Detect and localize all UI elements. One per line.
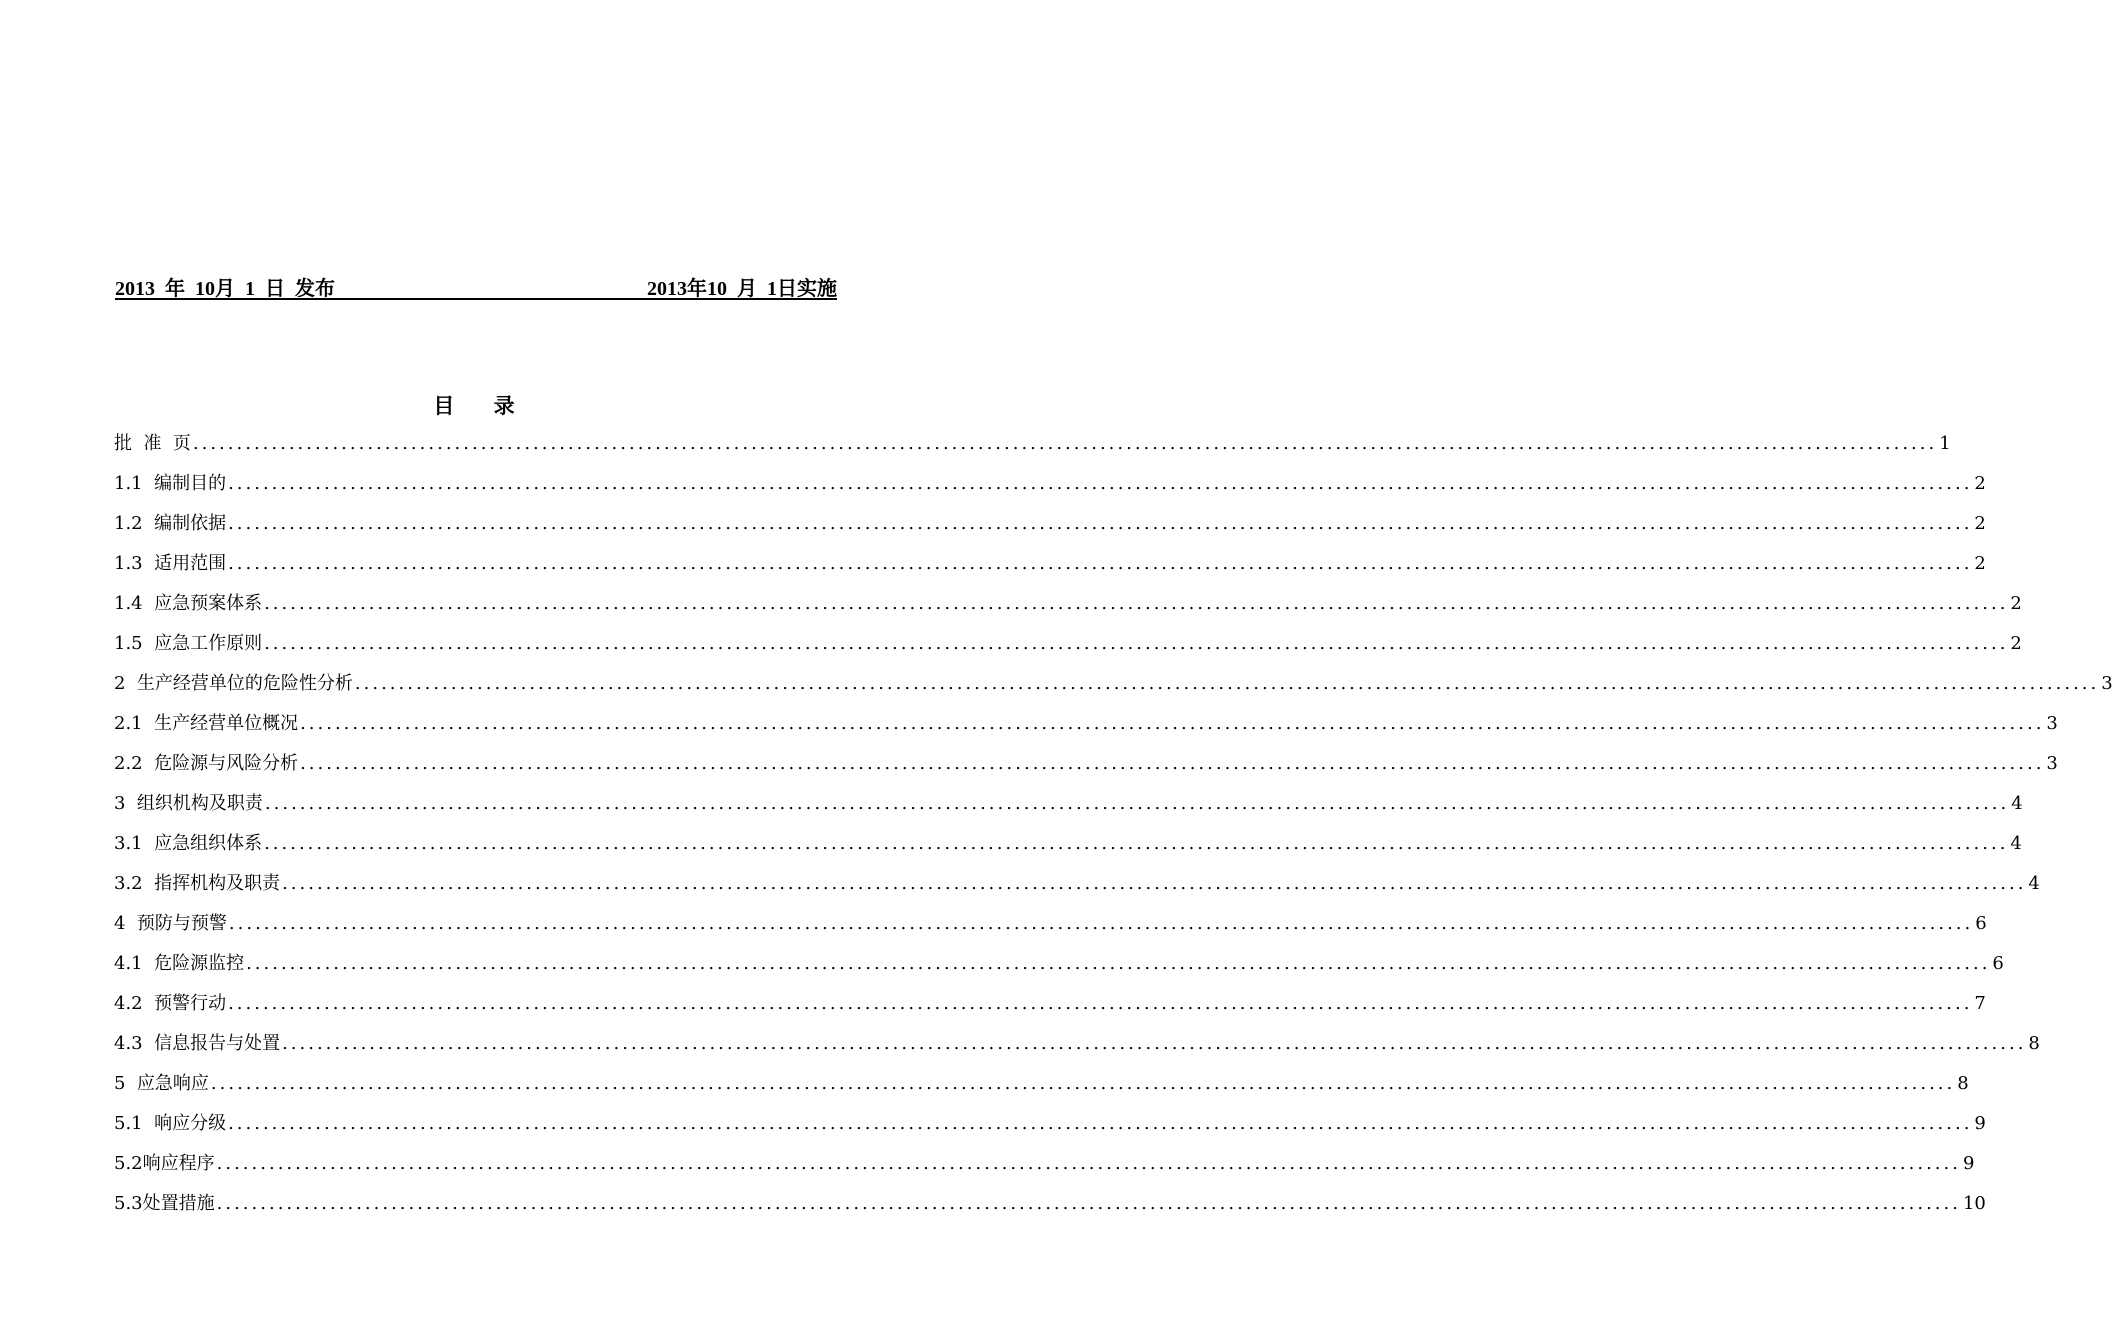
toc-entry-page: 2 [1974, 553, 1986, 574]
toc-entry[interactable] [114, 910, 1987, 950]
toc-dot-leader: ........................................................................................................................................................................................................ [264, 793, 2010, 814]
toc-entry-page: 9 [1962, 1153, 1975, 1174]
toc-entry-page: 4 [2010, 833, 2022, 854]
toc-entry-page: 10 [1962, 1193, 1986, 1214]
toc-entry-page: 2 [2010, 593, 2022, 614]
toc-entry[interactable] [114, 750, 2058, 790]
toc-entry-page: 9 [1974, 1113, 1986, 1134]
toc-dot-leader: ........................................................................................................................................................................................................ [246, 953, 1991, 974]
toc-dot-leader: ........................................................................................................................................................................................................ [216, 1193, 1961, 1214]
toc-entry-page: 3 [2046, 753, 2058, 774]
toc-entry-page: 8 [2028, 1033, 2040, 1054]
toc-entry[interactable] [114, 550, 1986, 590]
toc-entry-page: 1 [1939, 433, 1951, 454]
toc-dot-leader: ........................................................................................................................................................................................................ [228, 1113, 1973, 1134]
toc-entry-page: 8 [1957, 1073, 1969, 1094]
toc-entry[interactable] [114, 830, 2022, 870]
toc-entry[interactable] [114, 510, 1986, 550]
toc-dot-leader: ........................................................................................................................................................................................................ [282, 1033, 2027, 1054]
toc-entry[interactable] [114, 1030, 2040, 1070]
publish-date: 2013 年 10月 1 日 发布 [115, 278, 335, 300]
toc-dot-leader: ........................................................................................................................................................................................................ [282, 873, 2027, 894]
toc-entry[interactable] [114, 950, 2004, 990]
toc-entry-label: 2.2 危险源与风险分析 [114, 753, 299, 774]
toc-entry[interactable] [114, 470, 1986, 510]
toc-entry-label: 5.2响应程序 [114, 1153, 215, 1174]
toc-dot-leader: ........................................................................................................................................................................................................ [228, 473, 1973, 494]
toc-dot-leader: ........................................................................................................................................................................................................ [264, 593, 2009, 614]
toc-entry-label: 1.5 应急工作原则 [114, 633, 263, 654]
toc-entry[interactable] [114, 1110, 1986, 1150]
toc-entry[interactable] [114, 430, 1951, 470]
toc-entry-page: 2 [1974, 513, 1986, 534]
toc-entry-label: 5.1 响应分级 [114, 1113, 227, 1134]
toc-entry[interactable] [114, 990, 1986, 1030]
toc-entry[interactable] [114, 630, 2022, 670]
toc-entry-label: 3 组织机构及职责 [114, 793, 263, 814]
toc-dot-leader: ........................................................................................................................................................................................................ [264, 633, 2009, 654]
toc-title: 目 录 [433, 393, 517, 418]
toc-entry[interactable] [114, 1190, 1986, 1230]
toc-dot-leader: ........................................................................................................................................................................................................ [210, 1073, 1956, 1094]
toc-entry-label: 1.3 适用范围 [114, 553, 227, 574]
toc-entry-page: 7 [1974, 993, 1986, 1014]
toc-dot-leader: ........................................................................................................................................................................................................ [228, 913, 1974, 934]
toc-entry[interactable] [114, 1150, 1975, 1190]
toc-entry-label: 批 准 页 [114, 433, 191, 454]
toc-dot-leader: ........................................................................................................................................................................................................ [216, 1153, 1961, 1174]
toc-dot-leader: ........................................................................................................................................................................................................ [264, 833, 2009, 854]
toc-entry[interactable] [114, 870, 2040, 910]
toc-entry-label: 1.4 应急预案体系 [114, 593, 263, 614]
toc-entry[interactable] [114, 1070, 1969, 1110]
toc-entry-label: 1.2 编制依据 [114, 513, 227, 534]
toc-entry-page: 6 [1975, 913, 1987, 934]
toc-entry-label: 2 生产经营单位的危险性分析 [114, 673, 353, 694]
toc-entry-label: 4 预防与预警 [114, 913, 227, 934]
toc-entry-label: 4.1 危险源监控 [114, 953, 245, 974]
toc-entry-label: 3.1 应急组织体系 [114, 833, 263, 854]
toc-dot-leader: ........................................................................................................................................................................................................ [228, 513, 1973, 534]
toc-dot-leader: ........................................................................................................................................................................................................ [300, 713, 2045, 734]
toc-entry-page: 6 [1992, 953, 2004, 974]
toc-dot-leader: ........................................................................................................................................................................................................ [228, 553, 1973, 574]
toc-dot-leader: ........................................................................................................................................................................................................ [354, 673, 2100, 694]
toc-entry-page: 4 [2028, 873, 2040, 894]
toc-entry-label: 2.1 生产经营单位概况 [114, 713, 299, 734]
toc-entry-page: 4 [2011, 793, 2023, 814]
toc-entry-label: 3.2 指挥机构及职责 [114, 873, 281, 894]
publication-date-line [115, 270, 837, 300]
toc-entry[interactable] [114, 590, 2022, 630]
toc-entry-page: 2 [1974, 473, 1986, 494]
toc-dot-leader: ........................................................................................................................................................................................................ [300, 753, 2045, 774]
toc-entry-page: 3 [2101, 673, 2113, 694]
toc-entry-page: 2 [2010, 633, 2022, 654]
toc-entry[interactable] [114, 710, 2058, 750]
toc-entry-label: 5 应急响应 [114, 1073, 209, 1094]
table-of-contents [114, 430, 2113, 1230]
toc-entry-label: 4.2 预警行动 [114, 993, 227, 1014]
toc-entry-page: 3 [2046, 713, 2058, 734]
toc-dot-leader: ........................................................................................................................................................................................................ [192, 433, 1938, 454]
toc-entry-label: 1.1 编制目的 [114, 473, 227, 494]
toc-entry-label: 5.3处置措施 [114, 1193, 215, 1214]
toc-dot-leader: ........................................................................................................................................................................................................ [228, 993, 1973, 1014]
toc-entry[interactable] [114, 670, 2113, 710]
implement-date: 2013年10 月 1日实施 [647, 278, 837, 300]
toc-entry[interactable] [114, 790, 2023, 830]
toc-entry-label: 4.3 信息报告与处置 [114, 1033, 281, 1054]
